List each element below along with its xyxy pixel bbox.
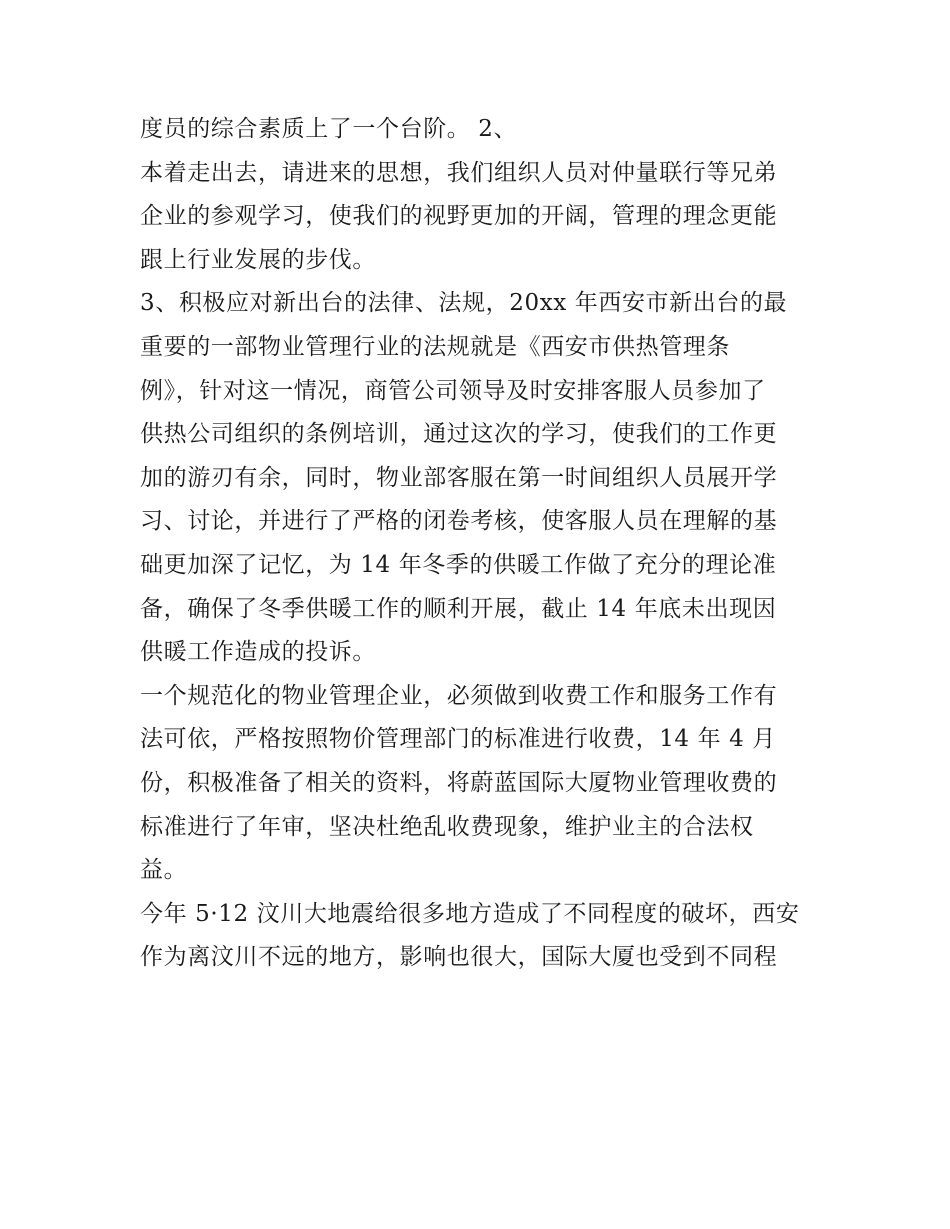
text-line: 份，积极准备了相关的资料，将蔚蓝国际大厦物业管理收费的 bbox=[140, 769, 778, 796]
text-line: 习、讨论，并进行了严格的闭卷考核，使客服人员在理解的基 bbox=[140, 508, 778, 535]
document-body bbox=[140, 108, 820, 980]
text-line: 度员的综合素质上了一个台阶。 2、 bbox=[140, 116, 518, 142]
text-line: 供暖工作造成的投诉。 bbox=[140, 639, 376, 666]
text-line: 益。 bbox=[140, 857, 188, 884]
text-line: 一个规范化的物业管理企业，必须做到收费工作和服务工作有 bbox=[140, 682, 778, 709]
text-line: 企业的参观学习，使我们的视野更加的开阔，管理的理念更能 bbox=[140, 203, 778, 230]
text-line: 重要的一部物业管理行业的法规就是《西安市供热管理条 bbox=[140, 333, 730, 360]
text-line: 今年 5·12 汶川大地震给很多地方造成了不同程度的破坏，西安 bbox=[140, 900, 800, 927]
text-line: 础更加深了记忆，为 14 年冬季的供暖工作做了充分的理论准 bbox=[140, 551, 777, 578]
text-line: 跟上行业发展的步伐。 bbox=[140, 246, 376, 273]
text-line: 法可依，严格按照物价管理部门的标准进行收费，14 年 4 月 bbox=[140, 726, 776, 753]
text-line: 备，确保了冬季供暖工作的顺利开展，截止 14 年底未出现因 bbox=[140, 595, 777, 622]
text-line: 3、积极应对新出台的法律、法规，20xx 年西安市新出台的最 bbox=[140, 290, 788, 317]
text-line: 本着走出去，请进来的思想，我们组织人员对仲量联行等兄弟 bbox=[140, 159, 778, 186]
text-line: 加的游刃有余，同时，物业部客服在第一时间组织人员展开学 bbox=[140, 464, 778, 491]
text-line: 例》，针对这一情况，商管公司领导及时安排客服人员参加了 bbox=[140, 377, 766, 404]
text-line: 供热公司组织的条例培训，通过这次的学习，使我们的工作更 bbox=[140, 421, 778, 448]
text-line: 作为离汶川不远的地方，影响也很大，国际大厦也受到不同程 bbox=[140, 944, 778, 971]
text-line: 标准进行了年审，坚决杜绝乱收费现象，维护业主的合法权 bbox=[140, 813, 754, 840]
